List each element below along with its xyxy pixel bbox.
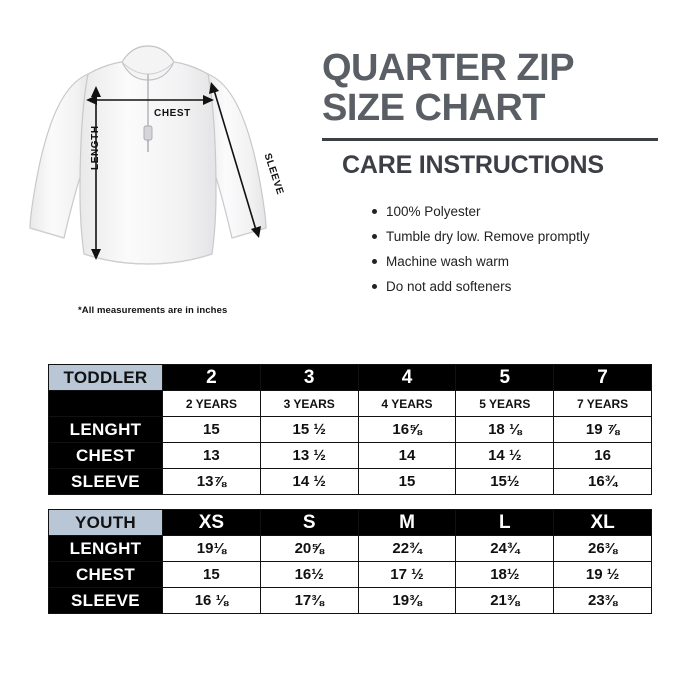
toddler-size-header: 4 bbox=[358, 365, 456, 391]
table-cell: 16 bbox=[554, 443, 652, 469]
row-label-chest: CHEST bbox=[49, 443, 163, 469]
info-section bbox=[320, 0, 700, 350]
table-cell: 18 ⅛ bbox=[456, 417, 554, 443]
table-cell: 19 ⅞ bbox=[554, 417, 652, 443]
toddler-size-header: 3 bbox=[260, 365, 358, 391]
table-cell: 17⅜ bbox=[260, 588, 358, 614]
toddler-age-label: 5 YEARS bbox=[456, 391, 554, 417]
table-cell: 13 bbox=[163, 443, 261, 469]
table-cell: 19 ½ bbox=[554, 562, 652, 588]
table-row bbox=[49, 417, 652, 443]
table-cell: 14 bbox=[358, 443, 456, 469]
table-cell: 15½ bbox=[456, 469, 554, 495]
care-instructions-list bbox=[320, 202, 700, 297]
table-cell: 16½ bbox=[260, 562, 358, 588]
size-tables bbox=[48, 364, 652, 614]
toddler-age-label: 2 YEARS bbox=[163, 391, 261, 417]
table-row bbox=[49, 443, 652, 469]
table-cell: 16⅝ bbox=[358, 417, 456, 443]
youth-size-header: XS bbox=[163, 510, 261, 536]
table-cell: 16 ⅛ bbox=[163, 588, 261, 614]
table-cell: 22¾ bbox=[358, 536, 456, 562]
table-cell: 14 ½ bbox=[456, 443, 554, 469]
table-cell: 17 ½ bbox=[358, 562, 456, 588]
page-title-line-1: QUARTER ZIP bbox=[322, 47, 575, 89]
table-row bbox=[49, 536, 652, 562]
table-cell: 19⅜ bbox=[358, 588, 456, 614]
table-gap bbox=[48, 495, 652, 509]
table-cell: 15 bbox=[163, 562, 261, 588]
toddler-size-header: 7 bbox=[554, 365, 652, 391]
list-item: Tumble dry low. Remove promptly bbox=[372, 227, 700, 247]
table-row bbox=[49, 365, 652, 391]
list-item: 100% Polyester bbox=[372, 202, 700, 222]
youth-size-header: S bbox=[260, 510, 358, 536]
table-cell: 21⅜ bbox=[456, 588, 554, 614]
row-label-lenght: LENGHT bbox=[49, 417, 163, 443]
toddler-age-label: 3 YEARS bbox=[260, 391, 358, 417]
youth-size-header: XL bbox=[554, 510, 652, 536]
table-cell: 23⅜ bbox=[554, 588, 652, 614]
table-cell: 14 ½ bbox=[260, 469, 358, 495]
table-cell: 15 bbox=[358, 469, 456, 495]
youth-size-header: M bbox=[358, 510, 456, 536]
table-cell: 13⅞ bbox=[163, 469, 261, 495]
table-cell: 13 ½ bbox=[260, 443, 358, 469]
toddler-group-label: TODDLER bbox=[49, 365, 163, 391]
page-title-line-2: SIZE CHART bbox=[322, 87, 545, 129]
sleeve-label: SLEEVE bbox=[261, 152, 286, 197]
table-cell: 20⅝ bbox=[260, 536, 358, 562]
table-cell: 19⅛ bbox=[163, 536, 261, 562]
toddler-age-label: 4 YEARS bbox=[358, 391, 456, 417]
toddler-age-label: 7 YEARS bbox=[554, 391, 652, 417]
care-instructions-title: CARE INSTRUCTIONS bbox=[342, 151, 604, 179]
title-divider bbox=[322, 138, 658, 141]
youth-size-table bbox=[48, 509, 652, 614]
table-cell: 18½ bbox=[456, 562, 554, 588]
row-label-lenght: LENGHT bbox=[49, 536, 163, 562]
toddler-size-header: 5 bbox=[456, 365, 554, 391]
list-item: Do not add softeners bbox=[372, 277, 700, 297]
table-row bbox=[49, 588, 652, 614]
table-cell: 16¾ bbox=[554, 469, 652, 495]
measurement-footnote: *All measurements are in inches bbox=[78, 305, 228, 316]
toddler-size-table bbox=[48, 364, 652, 495]
row-label-chest: CHEST bbox=[49, 562, 163, 588]
toddler-size-header: 2 bbox=[163, 365, 261, 391]
table-cell: 15 bbox=[163, 417, 261, 443]
table-row bbox=[49, 469, 652, 495]
spacer-cell bbox=[49, 391, 163, 417]
list-item: Machine wash warm bbox=[372, 252, 700, 272]
chest-label: CHEST bbox=[154, 108, 191, 119]
youth-group-label: YOUTH bbox=[49, 510, 163, 536]
table-row bbox=[49, 562, 652, 588]
length-label: LENGTH bbox=[90, 125, 101, 170]
garment-diagram bbox=[0, 0, 320, 350]
table-cell: 26⅜ bbox=[554, 536, 652, 562]
table-row bbox=[49, 510, 652, 536]
row-label-sleeve: SLEEVE bbox=[49, 469, 163, 495]
table-row bbox=[49, 391, 652, 417]
row-label-sleeve: SLEEVE bbox=[49, 588, 163, 614]
table-cell: 15 ½ bbox=[260, 417, 358, 443]
table-cell: 24¾ bbox=[456, 536, 554, 562]
youth-size-header: L bbox=[456, 510, 554, 536]
